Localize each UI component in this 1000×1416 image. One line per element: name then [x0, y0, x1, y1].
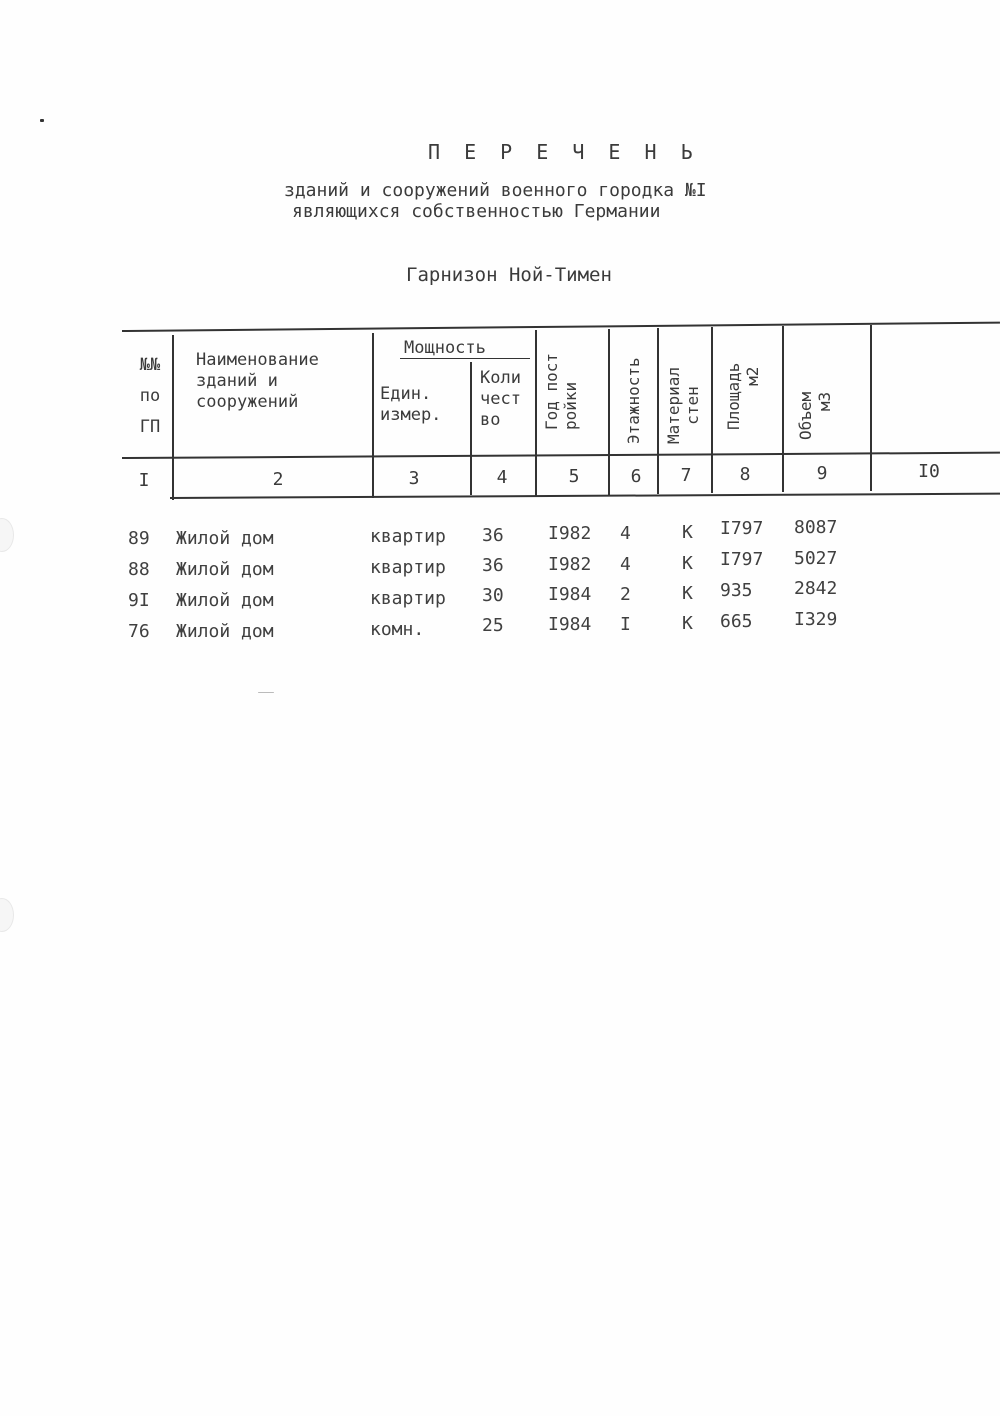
cell-qty: 36: [482, 525, 504, 546]
cell-name: Жилой дом: [176, 559, 274, 580]
garrison-name: Гарнизон Ной-Тимен: [406, 264, 612, 286]
cell-name: Жилой дом: [176, 590, 274, 611]
cell-year: I984: [548, 584, 592, 605]
cell-floors: 2: [620, 584, 631, 605]
cell-material: К: [682, 553, 693, 574]
header-unit: Един. измер.: [380, 384, 442, 425]
column-number: 9: [816, 463, 828, 484]
cell-material: К: [682, 613, 693, 634]
cell-qty: 36: [482, 555, 504, 576]
cell-name: Жилой дом: [176, 528, 274, 549]
column-number: 7: [680, 465, 692, 486]
column-number: 6: [630, 466, 642, 487]
cell-year: I982: [548, 523, 592, 544]
cell-name: Жилой дом: [176, 621, 274, 642]
column-number: 5: [568, 466, 580, 487]
cell-year: I982: [548, 554, 592, 575]
document-subtitle-line1: зданий и сооружений военного городка №I: [284, 180, 707, 201]
header-area: Площадь м2: [724, 362, 762, 430]
cell-gp: 9I: [128, 590, 150, 611]
cell-area: 935: [720, 580, 753, 601]
header-wall-material: Материал стен: [664, 366, 702, 444]
column-number: 4: [496, 467, 508, 488]
cell-qty: 25: [482, 615, 504, 636]
cell-material: К: [682, 583, 693, 604]
cell-volume: 8087: [794, 517, 838, 538]
column-number: 3: [408, 468, 420, 489]
ink-speck: [258, 692, 274, 693]
punch-hole-bottom: [0, 898, 14, 932]
header-gp-number: №№ по ГП: [139, 355, 161, 437]
column-number: 2: [272, 469, 284, 490]
column-number: 8: [739, 464, 751, 485]
document-title: П Е Р Е Ч Е Н Ь: [428, 140, 699, 164]
header-floors: Этажность: [624, 357, 643, 444]
header-volume: Объем м3: [796, 391, 834, 440]
cell-volume: 5027: [794, 548, 838, 569]
cell-floors: I: [620, 614, 631, 635]
cell-gp: 89: [128, 528, 150, 549]
ink-speck: [40, 119, 44, 122]
cell-volume: I329: [794, 609, 838, 630]
cell-volume: 2842: [794, 578, 838, 599]
cell-material: К: [682, 522, 693, 543]
cell-gp: 88: [128, 559, 150, 580]
header-year-built: Год пост ройки: [542, 352, 580, 430]
cell-year: I984: [548, 614, 592, 635]
cell-unit: квартир: [370, 557, 446, 578]
cell-unit: квартир: [370, 526, 446, 547]
cell-qty: 30: [482, 585, 504, 606]
cell-floors: 4: [620, 523, 631, 544]
cell-area: I797: [720, 518, 764, 539]
header-quantity: Коли чест во: [480, 368, 521, 430]
header-name: Наименование зданий и сооружений: [196, 350, 319, 412]
cell-floors: 4: [620, 554, 631, 575]
cell-unit: комн.: [370, 619, 425, 640]
cell-unit: квартир: [370, 588, 446, 609]
punch-hole-top: [0, 518, 14, 552]
cell-area: I797: [720, 549, 764, 570]
document-subtitle-line2: являющихся собственностью Германии: [292, 201, 661, 222]
column-number: I0: [918, 461, 940, 482]
cell-area: 665: [720, 611, 753, 632]
header-capacity-group: Мощность: [404, 338, 486, 358]
cell-gp: 76: [128, 621, 150, 642]
column-number: I: [138, 470, 150, 491]
